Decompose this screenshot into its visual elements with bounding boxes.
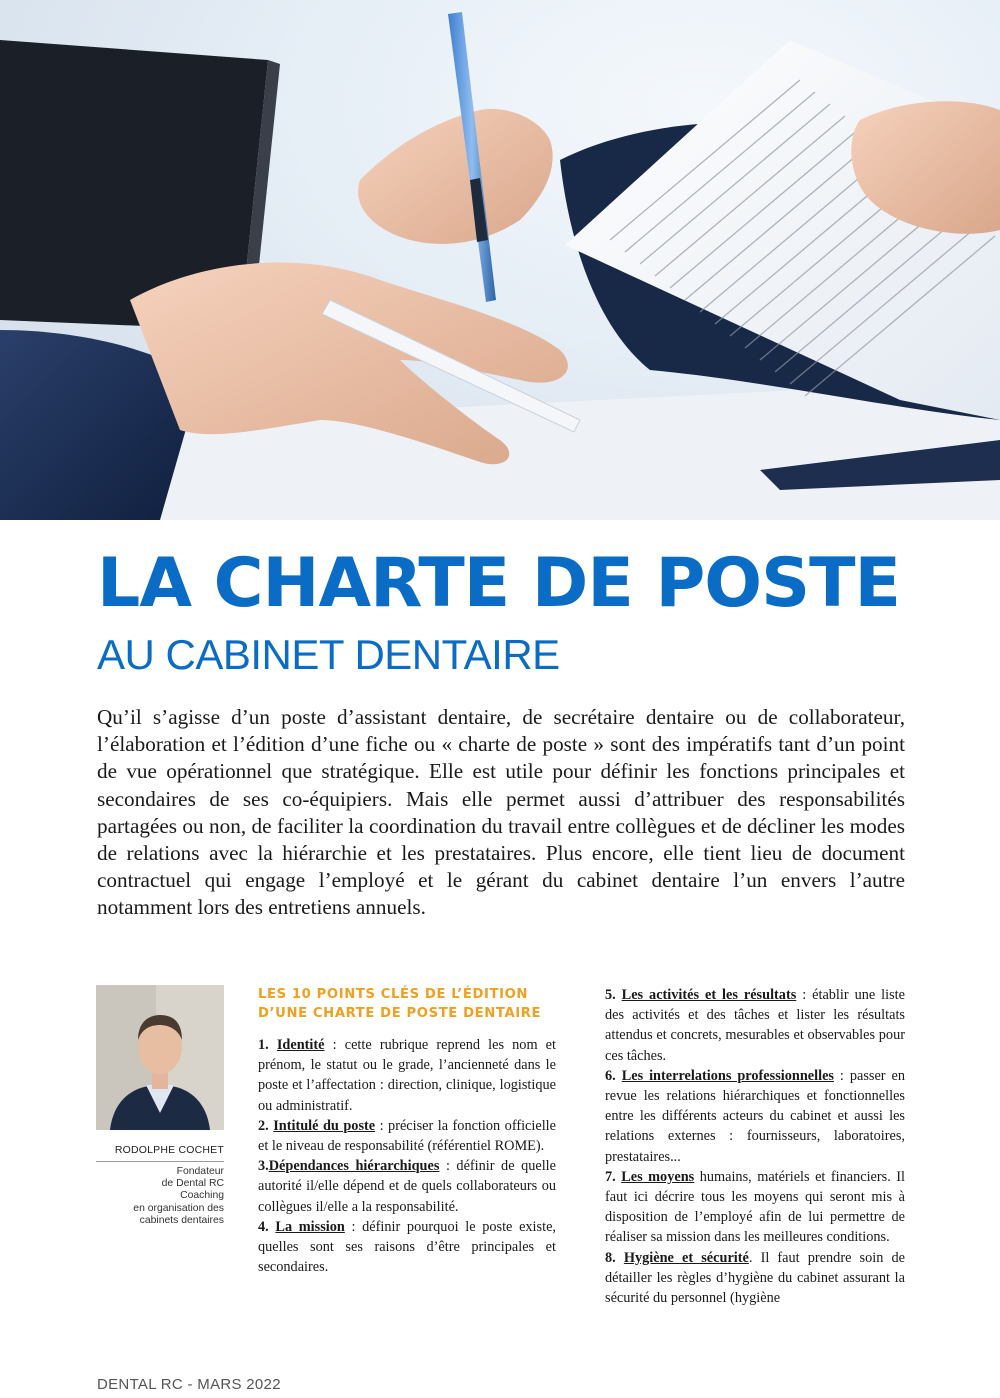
author-bio-line: cabinets dentaires: [139, 1214, 224, 1226]
key-point-text: . Il faut prendre soin de détailler les règles d’hygiène du cabinet assurant la sécurité du personnel (hygiène: [605, 1249, 905, 1307]
author-bio-line: Coaching: [180, 1190, 224, 1202]
section-heading-line: D’UNE CHARTE DE POSTE DENTAIRE: [258, 1006, 542, 1021]
page-footer: DENTAL RC - MARS 2022: [97, 1376, 281, 1393]
key-point-title: Les interrelations professionnelles: [621, 1067, 834, 1084]
key-point-4: [258, 1217, 556, 1278]
section-heading-line: LES 10 POINTS CLÉS DE L’ÉDITION: [258, 987, 529, 1002]
key-point-2: [258, 1116, 556, 1156]
key-point-6: [605, 1066, 905, 1167]
key-point-text: : établir une liste des activités et des tâches et lister les résultats attendus et concrets, mesurables et observables pour ces tâches.: [605, 987, 905, 1064]
key-point-text: : passer en revue les relations hiérarchiques et fonctionnelles entre les différents acteurs du cabinet et aussi les relations externes : fournisseurs, laboratoires, prestataires...: [605, 1067, 905, 1165]
author-divider: [96, 1161, 224, 1162]
author-photo: [96, 985, 224, 1130]
key-point-text: humains, matériels et financiers. Il faut ici décrire tous les moyens qui seront mis à disposition de l’employé afin de lui permettre de réaliser sa mission dans les meilleures conditions.: [605, 1168, 906, 1246]
article-column-2: [605, 985, 905, 1308]
key-point-number: 2.: [258, 1117, 269, 1134]
key-point-number: 4.: [258, 1218, 269, 1235]
key-point-8: [605, 1248, 905, 1309]
article-title: LA CHARTE DE POSTE: [97, 544, 900, 623]
key-point-number: 1.: [258, 1037, 269, 1053]
key-point-text: : cette rubrique reprend les nom et prénom, le statut ou le grade, l’ancienneté dans le poste et l’affectation : direction, clinique, logistique ou administratif.: [258, 1037, 556, 1114]
key-point-title: Hygiène et sécurité: [623, 1249, 749, 1266]
key-point-title: Dépendances hiérarchiques: [268, 1158, 440, 1175]
key-point-number: 5.: [605, 987, 616, 1003]
article-intro: Qu’il s’agisse d’un poste d’assistant dentaire, de secrétaire dentaire ou de collaborateur, l’élaboration et l’édition d’une fiche ou « charte de poste » sont des impératifs tant d’un point de vue opérationnel que stratégique. Elle est utile pour définir les fonctions principales et secondaires de ses co-équipiers. Mais elle permet aussi d’attribuer des responsabilités partagées ou non, de faciliter la coordination du travail entre collègues et de décliner les modes de relations avec la hiérarchie et les prestataires. Plus encore, elle tient lieu de document contractuel qui engage l’employé et le gérant du cabinet dentaire l’un envers l’autre notamment lors des entretiens annuels.: [97, 705, 905, 920]
key-point-title: La mission: [275, 1218, 345, 1235]
key-point-text: : préciser la fonction officielle et le niveau de responsabilité (référentiel ROME).: [258, 1117, 557, 1155]
author-bio-line: de Dental RC: [161, 1178, 224, 1190]
author-bio: [104, 1166, 224, 1227]
key-point-number: 8.: [605, 1249, 616, 1266]
key-point-title: Intitulé du poste: [273, 1117, 376, 1134]
article-column-1: [258, 985, 556, 1277]
key-point-number: 7.: [605, 1168, 616, 1185]
section-heading: [258, 985, 556, 1023]
key-point-title: Les activités et les résultats: [621, 987, 797, 1003]
key-point-number: 3.: [258, 1158, 269, 1175]
article-subtitle: AU CABINET DENTAIRE: [97, 631, 560, 678]
author-name: RODOLPHE COCHET: [114, 1144, 224, 1156]
key-point-7: [605, 1167, 905, 1248]
author-bio-line: en organisation des: [133, 1202, 224, 1214]
key-point-title: Identité: [276, 1037, 325, 1053]
key-point-3: [258, 1156, 556, 1217]
key-point-text: : définir pourquoi le poste existe, quelles sont ses raisons d’être principales et secondaires.: [258, 1218, 556, 1276]
key-point-text: : définir de quelle autorité il/elle dépend et de quels collaborateurs ou collègues il/elle a la responsabilité.: [258, 1158, 557, 1215]
key-point-number: 6.: [605, 1067, 616, 1084]
key-point-title: Les moyens: [621, 1168, 695, 1185]
author-bio-line: Fondateur: [176, 1166, 224, 1177]
key-point-5: [605, 985, 905, 1066]
key-point-1: [258, 1035, 556, 1116]
hero-illustration: [0, 0, 1000, 520]
hero-photo: [0, 0, 1000, 520]
